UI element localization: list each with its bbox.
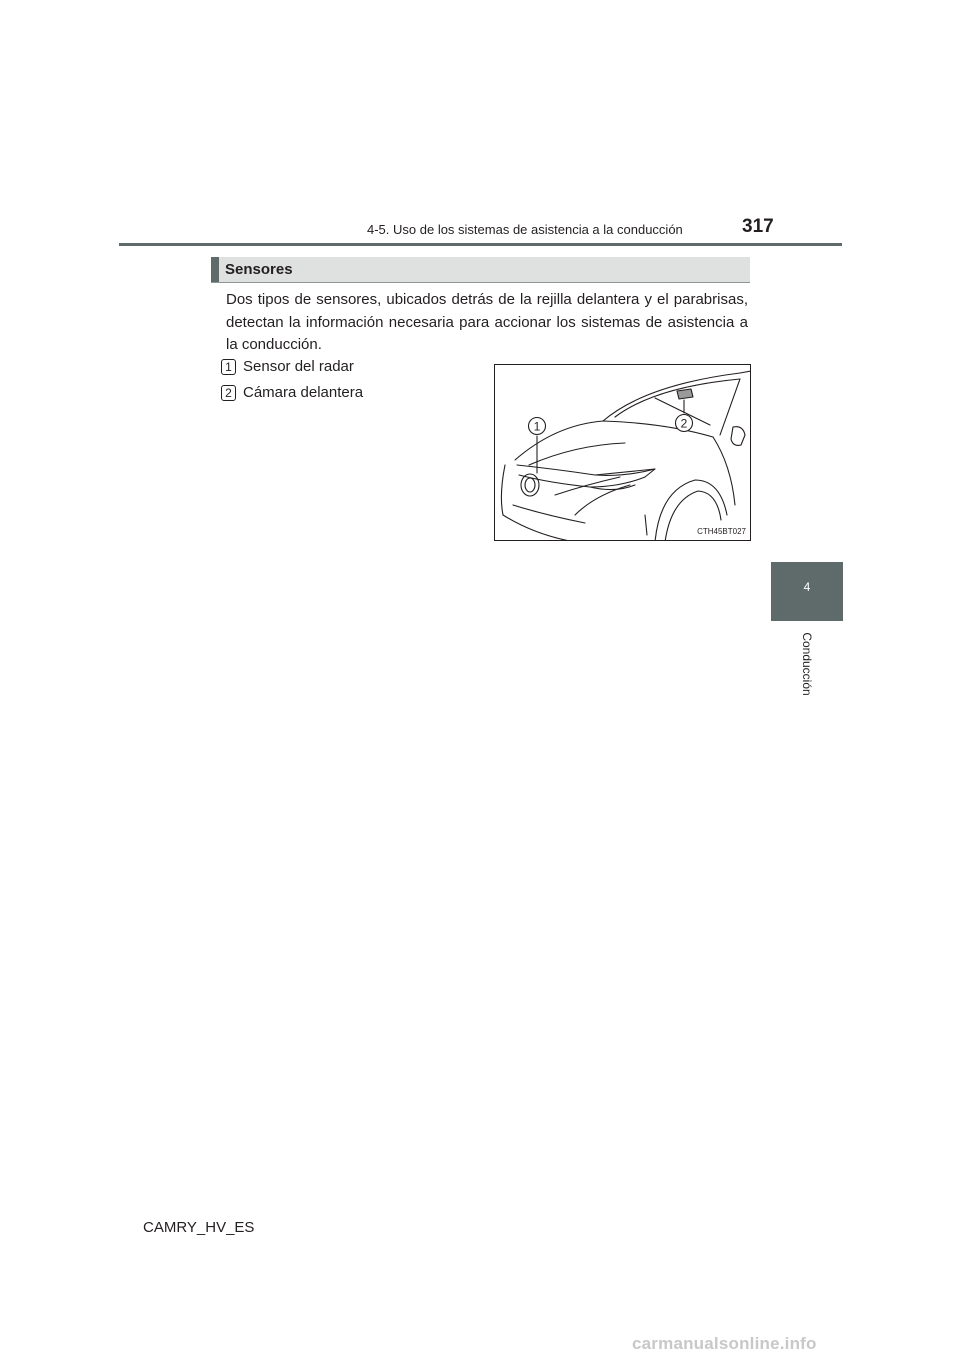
figure-code: CTH45BT027: [697, 527, 746, 536]
page-number: 317: [742, 216, 774, 237]
item-label: Sensor del radar: [243, 358, 354, 375]
callout-1: [529, 418, 546, 435]
car-sensors-illustration: [494, 364, 751, 541]
list-item: [221, 384, 363, 401]
section-heading-accent: [211, 257, 219, 282]
item-label: Cámara delantera: [243, 384, 364, 401]
car-front-drawing: [495, 365, 751, 541]
chapter-tab-label: Conducción: [800, 632, 814, 696]
section-heading-bar: [211, 257, 750, 283]
item-number-badge: 2: [221, 385, 236, 401]
watermark: carmanualsonline.info: [632, 1334, 817, 1353]
section-title: Sensores: [225, 261, 293, 278]
callout-2: [676, 415, 693, 432]
chapter-tab[interactable]: [771, 562, 843, 621]
callout-2-label: 2: [680, 416, 688, 431]
footer-model-code: CAMRY_HV_ES: [143, 1219, 255, 1236]
list-item: [221, 358, 354, 375]
header-divider: [119, 243, 842, 246]
item-number-badge: 1: [221, 359, 236, 375]
chapter-tab-number: 4: [803, 580, 811, 594]
section-intro-paragraph: Dos tipos de sensores, ubicados detrás de la rejilla delantera y el parabrisas, detectan la información necesaria para accionar los sistemas de asistencia a la conducción.: [226, 291, 748, 353]
callout-1-label: 1: [533, 419, 541, 434]
running-header-section: 4-5. Uso de los sistemas de asistencia a la conducción: [367, 222, 683, 237]
